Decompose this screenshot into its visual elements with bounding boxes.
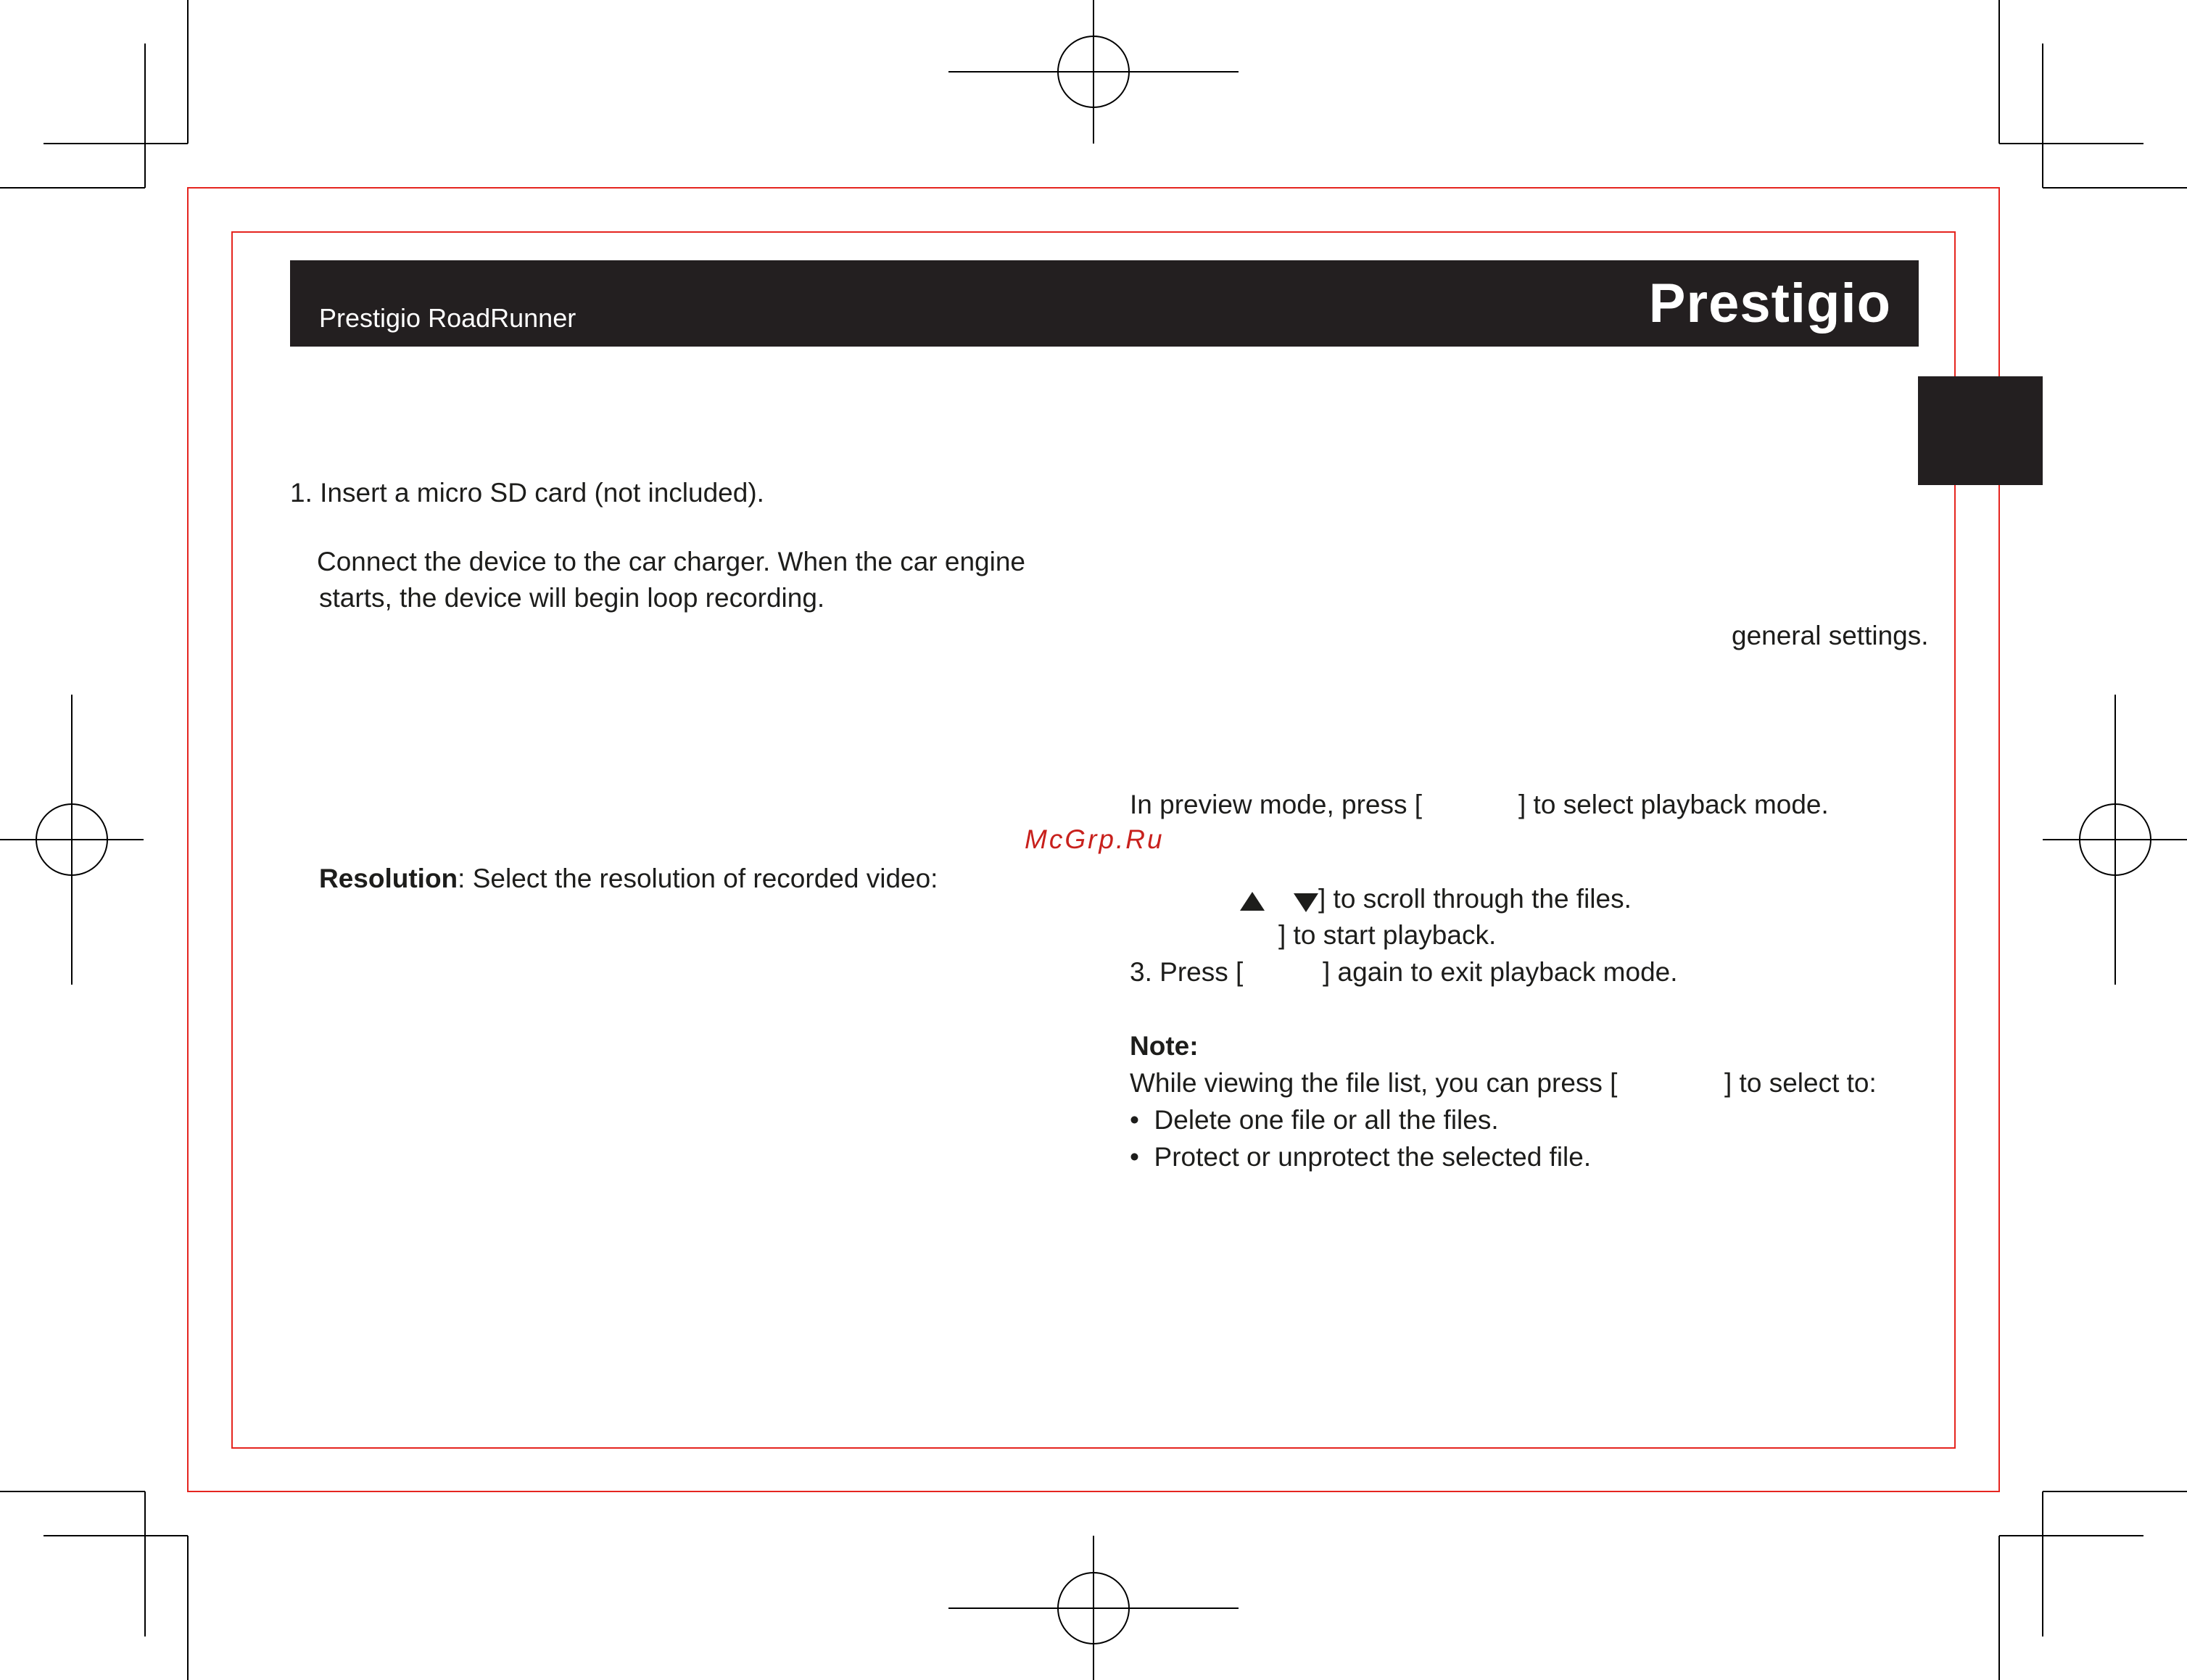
list-item [1130,1104,1499,1136]
step-1-text: 1. Insert a micro SD card (not included). [290,478,764,508]
step-3-text-b: ] again to exit playback mode. [1323,957,1678,987]
header-title: Prestigio RoadRunner [319,303,576,333]
preview-text-b: ] to select playback mode. [1518,790,1829,819]
preview-text-a: In preview mode, press [ [1130,790,1423,819]
resolution-text: : Select the resolution of recorded video: [458,864,938,893]
step-3-text-a: 3. Press [ [1130,957,1244,987]
triangle-up-icon [1240,892,1265,911]
bullet-text-2: Protect or unprotect the selected file. [1154,1142,1592,1172]
bullet-text-1: Delete one file or all the files. [1154,1105,1499,1135]
general-settings-text: general settings. [1732,621,1929,650]
bullet-icon: • [1130,1142,1139,1172]
connect-line-2: starts, the device will begin loop recording. [319,583,825,613]
resolution-line [319,863,938,895]
start-playback-text: ] to start playback. [1278,920,1497,950]
list-item [1130,1141,1591,1173]
note-text-a: While viewing the file list, you can press [ [1130,1068,1618,1098]
triangle-down-icon [1294,893,1318,912]
prestigio-logo: Prestigio [1648,273,1891,334]
header-bar [290,260,1919,347]
note-text-b: ] to select to: [1724,1068,1877,1098]
resolution-label: Resolution [319,864,458,893]
watermark: McGrp.Ru [1025,824,1165,854]
bullet-icon: • [1130,1105,1139,1135]
section-tab [1918,376,2043,485]
connect-line-1: Connect the device to the car charger. When the car engine [317,547,1025,576]
scroll-text: ] to scroll through the files. [1318,884,1632,914]
note-label: Note: [1130,1031,1199,1061]
